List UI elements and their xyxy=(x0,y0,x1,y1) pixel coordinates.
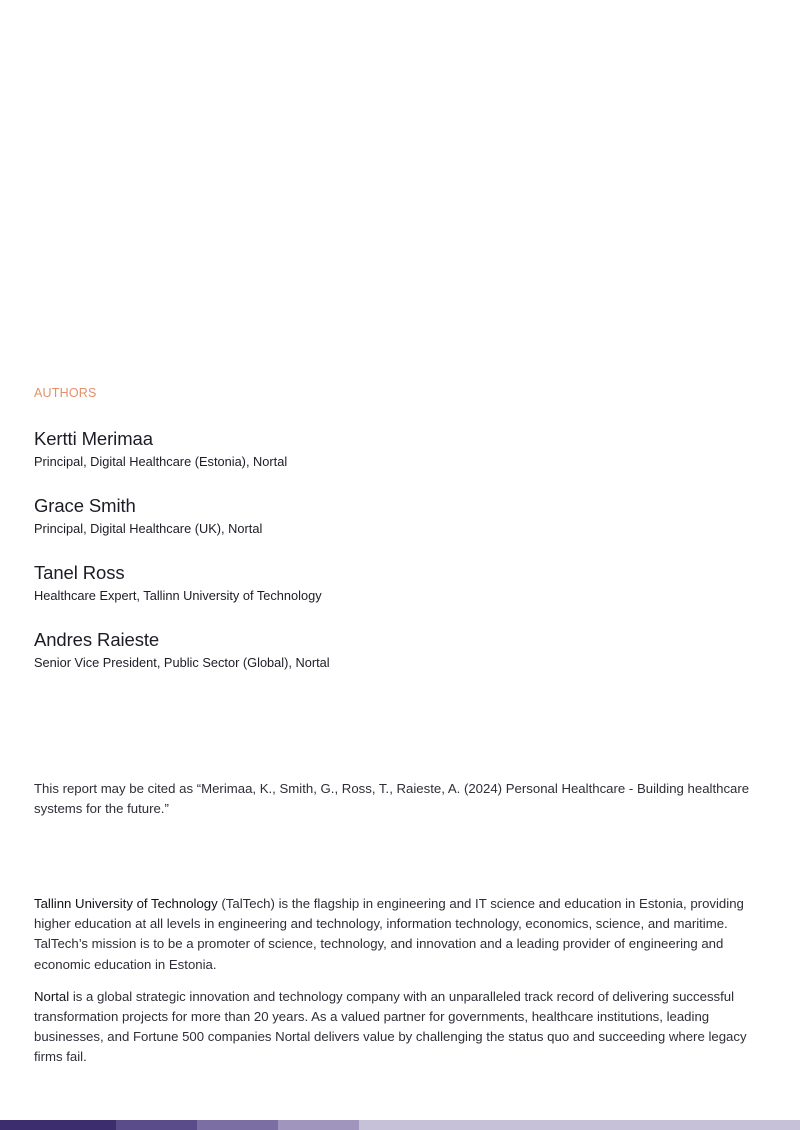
author-entry xyxy=(34,427,734,471)
author-name: Kertti Merimaa xyxy=(34,428,153,449)
author-entry xyxy=(34,561,734,605)
authors-list xyxy=(34,427,734,695)
author-role: Principal, Digital Healthcare (UK), Nortal xyxy=(34,521,263,536)
author-name: Tanel Ross xyxy=(34,562,125,583)
author-name: Andres Raieste xyxy=(34,629,160,650)
authors-heading: AUTHORS xyxy=(34,386,97,400)
footer-segment xyxy=(0,1120,116,1130)
taltech-name: Tallinn University of Technology xyxy=(34,896,218,911)
about-taltech xyxy=(34,894,774,975)
citation-text: This report may be cited as “Merimaa, K., Smith, G., Ross, T., Raieste, A. (2024) Personal Healthcare - Building healthcare systems for the future.” xyxy=(34,781,750,816)
about-section xyxy=(34,894,774,1080)
nortal-name: Nortal xyxy=(34,988,70,1004)
author-role: Healthcare Expert, Tallinn University of Technology xyxy=(34,588,322,603)
footer-segment xyxy=(197,1120,278,1130)
author-entry xyxy=(34,628,734,672)
author-name: Grace Smith xyxy=(34,495,136,516)
footer-segment xyxy=(359,1120,800,1130)
nortal-description: is a global strategic innovation and technology company with an unparalleled track record of delivering successful transformation projects for more than 20 years. As a valued partner for governments, healthcare institutions, leading businesses, and Fortune 500 companies Nortal delivers value by challenging the status quo and succeeding where legacy firms fail. xyxy=(34,988,747,1065)
author-role: Principal, Digital Healthcare (Estonia), Nortal xyxy=(34,454,288,469)
footer-segment xyxy=(278,1120,359,1130)
author-role: Senior Vice President, Public Sector (Global), Nortal xyxy=(34,655,330,670)
footer-color-bar xyxy=(0,1120,800,1130)
author-entry xyxy=(34,494,734,538)
footer-segment xyxy=(116,1120,197,1130)
taltech-description: (TalTech) is the flagship in engineering and IT science and education in Estonia, providing higher education at all levels in engineering and technology, information technology, economics, science, and maritime. TalTech’s mission is to be a promoter of science, technology, and innovation and a leading provider of engineering and economic education in Estonia. xyxy=(34,896,744,972)
about-nortal xyxy=(34,987,774,1068)
